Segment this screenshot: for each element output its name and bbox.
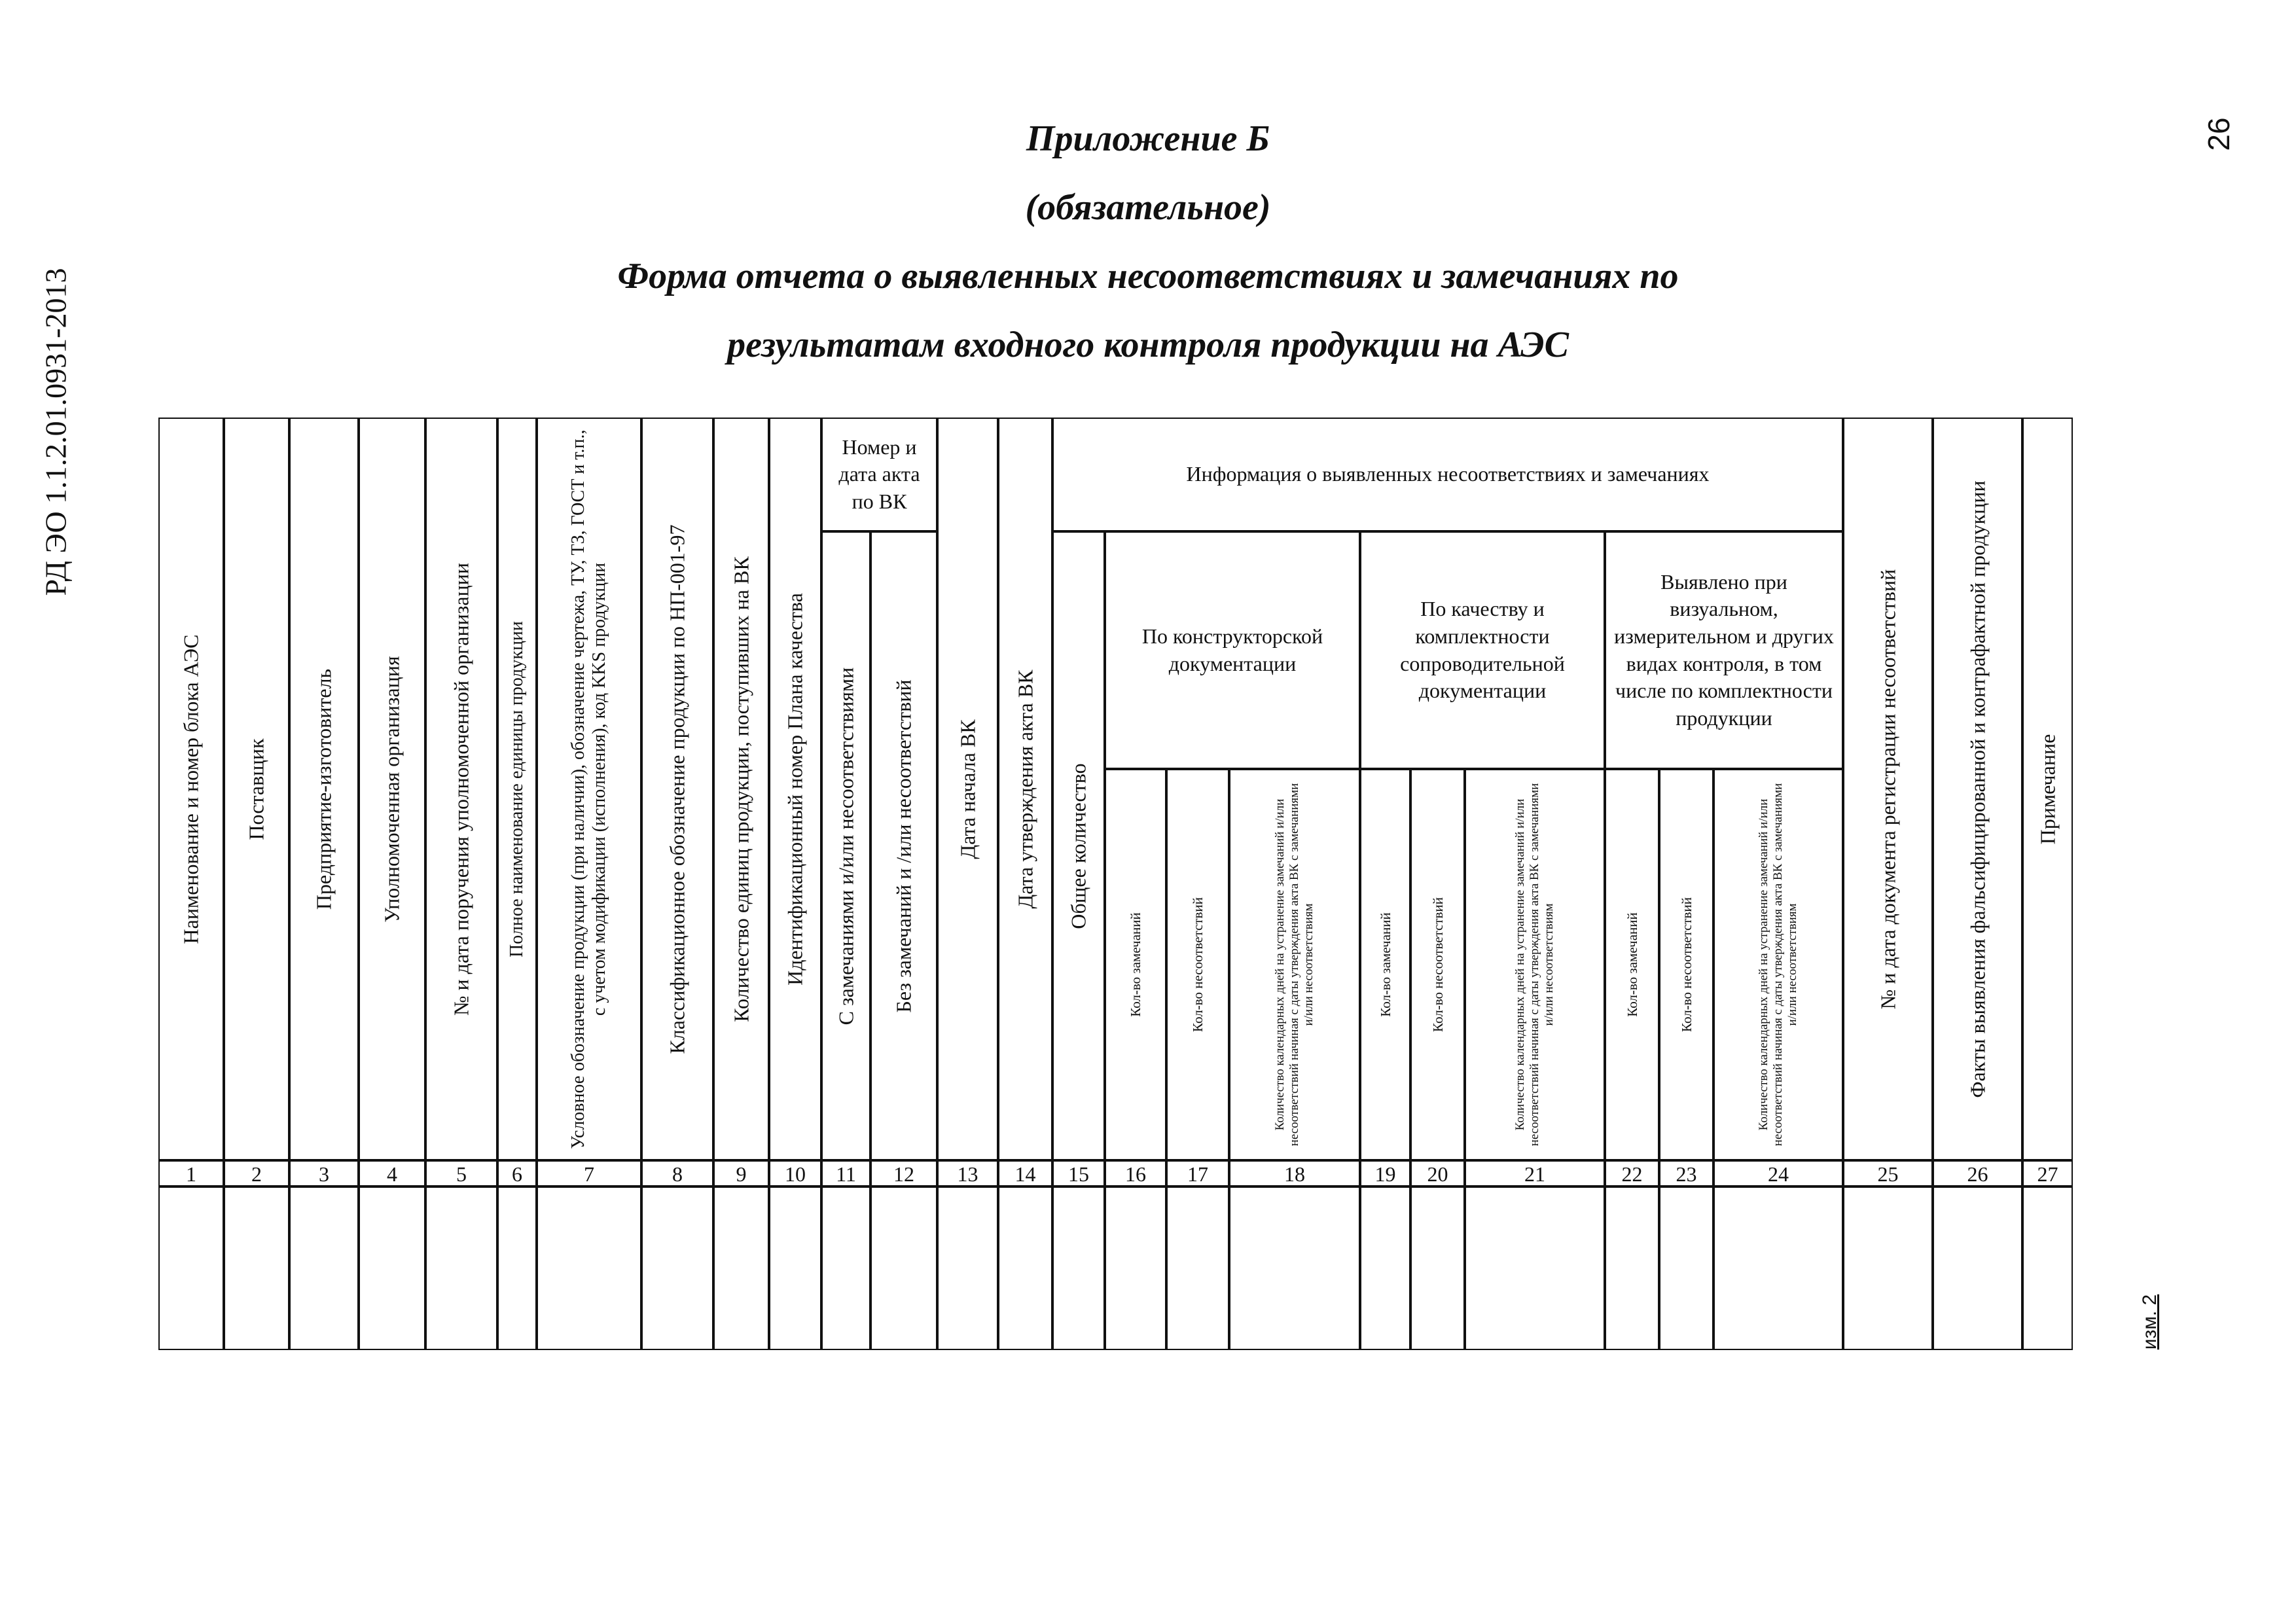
form-heading-line2: результатам входного контроля продукции на АЭС: [727, 325, 1569, 365]
data-cell: [870, 1186, 937, 1350]
column-header-label: Кол-во несоответствий: [1189, 897, 1206, 1032]
appendix-status: (обязательное): [1025, 187, 1271, 228]
data-cell: [1659, 1186, 1713, 1350]
group-header-label: Информация о выявленных несоответствиях и замечаниях: [1186, 462, 1710, 486]
column-header-25: [1843, 418, 1933, 1160]
column-header-24: [1713, 769, 1843, 1160]
column-header-label: Идентификационный номер Плана качества: [783, 592, 807, 986]
column-header-label: Кол-во замечаний: [1127, 912, 1143, 1017]
column-header-label: Без замечаний и /или несоответствий: [891, 679, 916, 1012]
column-header-9: [713, 418, 769, 1160]
column-header-label: Дата начала ВК: [956, 719, 980, 859]
column-header-label: Количество календарных дней на устранение замечаний и/или несоответствий начиная с даты утверждения акта ВК с замечаниями и/или несоответствиям: [1273, 783, 1316, 1147]
data-cell: [1465, 1186, 1605, 1350]
column-header-label: Факты выявления фальсифицированной и контрафактной продукции: [1965, 480, 1990, 1098]
column-number-cell: 10: [769, 1160, 821, 1186]
data-cell: [1052, 1186, 1105, 1350]
revision-note: изм. 2: [2139, 1294, 2161, 1350]
column-number-cell: 26: [1933, 1160, 2022, 1186]
column-number-cell: 11: [821, 1160, 870, 1186]
column-header-label: Уполномоченная организация: [380, 655, 404, 923]
column-header-26: [1933, 418, 2022, 1160]
group-header-label: По конструкторской документации: [1141, 624, 1323, 675]
column-header-23: [1659, 769, 1713, 1160]
column-number-cell: 17: [1166, 1160, 1229, 1186]
column-header-label: Дата утверждения акта ВК: [1013, 669, 1037, 909]
column-header-5: [425, 418, 497, 1160]
data-cell: [537, 1186, 641, 1350]
column-number-cell: 27: [2022, 1160, 2073, 1186]
column-number-cell: 20: [1410, 1160, 1465, 1186]
data-cell: [641, 1186, 713, 1350]
document-code: РД ЭО 1.1.2.01.0931-2013: [39, 268, 73, 596]
column-header-label: Количество календарных дней на устранение замечаний и/или несоответствий начиная с даты утверждения акта ВК с замечаниями и/или несоответствиям: [1757, 783, 1799, 1147]
column-number-cell: 4: [359, 1160, 425, 1186]
column-header-21: [1465, 769, 1605, 1160]
column-header-label: Классификационное обозначение продукции по НП-001-97: [665, 524, 689, 1054]
data-cell: [1166, 1186, 1229, 1350]
column-header-label: Примечание: [2036, 734, 2060, 844]
column-header-1: [158, 418, 224, 1160]
column-header-7: [537, 418, 641, 1160]
data-cell: [713, 1186, 769, 1350]
column-header-label: Кол-во несоответствий: [1429, 897, 1446, 1032]
data-cell: [1933, 1186, 2022, 1350]
data-cell: [1605, 1186, 1659, 1350]
page-number: 26: [2202, 117, 2236, 151]
column-number-cell: 19: [1360, 1160, 1410, 1186]
data-cell: [224, 1186, 289, 1350]
column-header-20: [1410, 769, 1465, 1160]
column-header-label: Кол-во замечаний: [1624, 912, 1640, 1017]
column-number-cell: 23: [1659, 1160, 1713, 1186]
column-header-label: Полное наименование единицы продукции: [506, 620, 527, 957]
column-header-3: [289, 418, 359, 1160]
column-header-label: С замечаниями и/или несоответствиями: [834, 667, 858, 1025]
data-cell: [1410, 1186, 1465, 1350]
column-header-2: [224, 418, 289, 1160]
column-number-cell: 9: [713, 1160, 769, 1186]
data-cell: [937, 1186, 998, 1350]
column-header-19: [1360, 769, 1410, 1160]
data-cell: [1713, 1186, 1843, 1350]
column-header-label: Наименование и номер блока АЭС: [179, 634, 203, 944]
column-header-6: [497, 418, 537, 1160]
column-header-18: [1229, 769, 1360, 1160]
column-header-15: [1052, 531, 1105, 1160]
column-number-cell: 15: [1052, 1160, 1105, 1186]
column-number-cell: 5: [425, 1160, 497, 1186]
group-header-label: Выявлено при визуальном, измерительном и других видах контроля, в том числе по комплектности продукции: [1614, 569, 1834, 730]
column-number-cell: 22: [1605, 1160, 1659, 1186]
column-number-cell: 13: [937, 1160, 998, 1186]
column-number-cell: 25: [1843, 1160, 1933, 1186]
accompanying-docs-group-header: [1360, 531, 1605, 769]
info-group-header: [1052, 418, 1843, 531]
column-header-label: Условное обозначение продукции (при наличии), обозначение чертежа, ТУ, ТЗ, ГОСТ и т.п., с учетом модификации (исполнения), код KKS продукции: [567, 429, 609, 1149]
column-header-label: Количество единиц продукции, поступивших на ВК: [729, 556, 753, 1022]
data-cell: [2022, 1186, 2073, 1350]
column-header-14: [998, 418, 1052, 1160]
data-cell: [1105, 1186, 1166, 1350]
column-number-cell: 21: [1465, 1160, 1605, 1186]
data-cell: [359, 1186, 425, 1350]
column-header-4: [359, 418, 425, 1160]
data-cell: [289, 1186, 359, 1350]
column-header-label: Предприятие-изготовитель: [312, 668, 336, 910]
column-number-cell: 18: [1229, 1160, 1360, 1186]
column-header-10: [769, 418, 821, 1160]
column-header-label: № и дата документа регистрации несоответствий: [1876, 569, 1900, 1009]
column-header-12: [870, 531, 937, 1160]
column-number-cell: 12: [870, 1160, 937, 1186]
column-header-label: Количество календарных дней на устранение замечаний и/или несоответствий начиная с даты утверждения акта ВК с замечаниями и/или несоответствиям: [1513, 783, 1556, 1147]
column-number-cell: 16: [1105, 1160, 1166, 1186]
column-header-label: Общее количество: [1066, 762, 1090, 929]
data-cell: [1843, 1186, 1933, 1350]
column-number-cell: 24: [1713, 1160, 1843, 1186]
data-cell: [425, 1186, 497, 1350]
appendix-title: Приложение Б: [1026, 118, 1270, 159]
data-cell: [158, 1186, 224, 1350]
column-number-cell: 1: [158, 1160, 224, 1186]
design-docs-group-header: [1105, 531, 1360, 769]
data-cell: [1360, 1186, 1410, 1350]
group-header-label: По качеству и комплектности сопроводительной документации: [1400, 597, 1565, 703]
column-number-cell: 6: [497, 1160, 537, 1186]
column-number-cell: 8: [641, 1160, 713, 1186]
data-cell: [769, 1186, 821, 1350]
data-cell: [497, 1186, 537, 1350]
column-header-8: [641, 418, 713, 1160]
group-header-label: Номер и дата акта по ВК: [838, 435, 920, 513]
column-header-27: [2022, 418, 2073, 1160]
column-number-cell: 7: [537, 1160, 641, 1186]
act-group-header: [821, 418, 937, 531]
column-header-17: [1166, 769, 1229, 1160]
column-header-11: [821, 531, 870, 1160]
data-cell: [998, 1186, 1052, 1350]
column-header-13: [937, 418, 998, 1160]
column-header-label: Поставщик: [244, 738, 268, 840]
column-header-22: [1605, 769, 1659, 1160]
column-header-label: Кол-во замечаний: [1377, 912, 1393, 1017]
column-header-16: [1105, 769, 1166, 1160]
column-header-label: Кол-во несоответствий: [1678, 897, 1695, 1032]
visual-control-group-header: [1605, 531, 1843, 769]
column-header-label: № и дата поручения уполномоченной организации: [449, 562, 473, 1016]
column-number-cell: 14: [998, 1160, 1052, 1186]
data-cell: [821, 1186, 870, 1350]
data-cell: [1229, 1186, 1360, 1350]
form-heading-line1: Форма отчета о выявленных несоответствиях и замечаниях по: [617, 256, 1679, 296]
column-number-cell: 2: [224, 1160, 289, 1186]
column-number-cell: 3: [289, 1160, 359, 1186]
